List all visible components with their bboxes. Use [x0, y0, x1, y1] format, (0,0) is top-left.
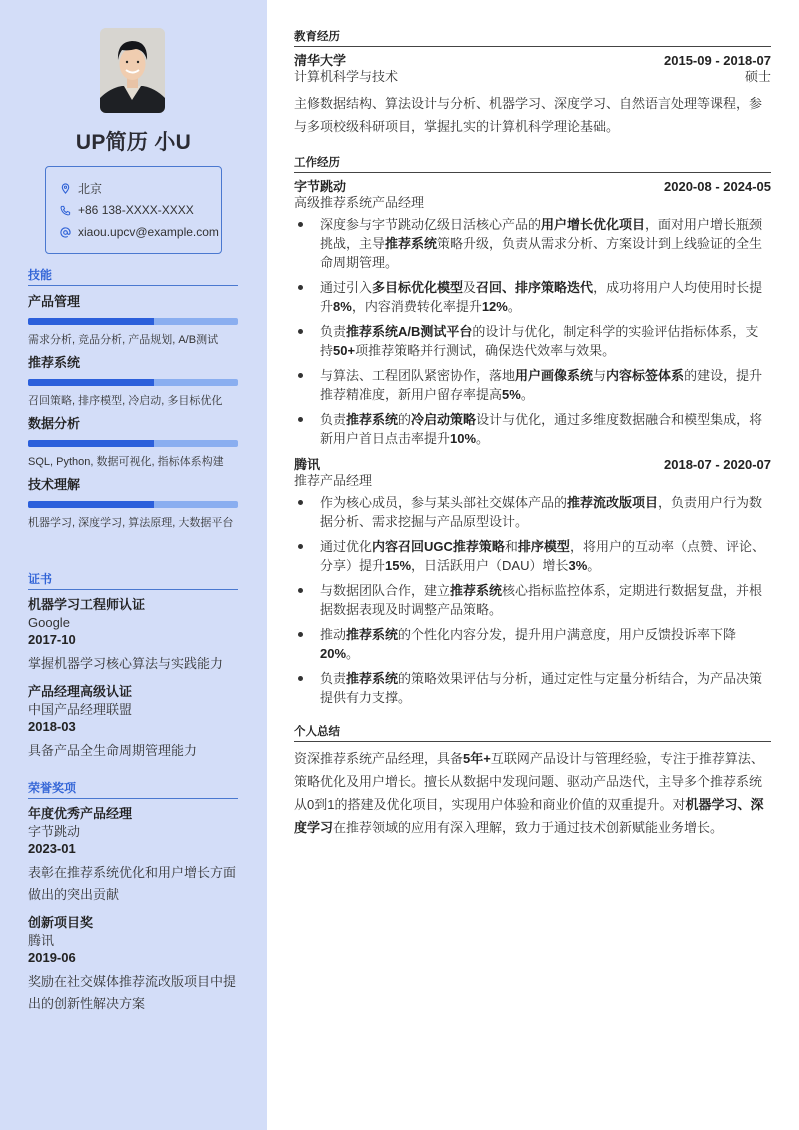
education-section — [294, 28, 771, 138]
bullet-item: 负责推荐系统A/B测试平台的设计与优化，制定科学的实验评估指标体系，支持50+项推荐策略并行测试，确保迭代效率与效果。 — [294, 322, 771, 360]
contact-box — [45, 166, 222, 254]
job-header-row — [294, 178, 771, 195]
contact-email-text[interactable]: xiaou.upcv@example.com — [78, 225, 219, 239]
skill-desc: SQL, Python, 数据可视化, 指标体系构建 — [28, 456, 224, 468]
job-header-row — [294, 456, 771, 473]
bullet-item: 深度参与字节跳动亿级日活核心产品的用户增长优化项目，面对用户增长瓶颈挑战，主导推荐系统策略升级，负责从需求分析、方案设计到上线验证的全生命周期管理。 — [294, 215, 771, 272]
certificate-date: 2017-10 — [28, 632, 76, 647]
work-heading: 工作经历 — [294, 154, 771, 173]
award-desc: 表彰在推荐系统优化和用户增长方面做出的突出贡献 — [28, 865, 237, 902]
award-date: 2023-01 — [28, 841, 76, 856]
certificate-date: 2018-03 — [28, 719, 76, 734]
certificate-org: Google — [28, 615, 70, 630]
skill-level-bar — [28, 440, 238, 447]
work-section — [294, 154, 771, 707]
certificates-heading: 证书 — [28, 570, 238, 590]
sidebar — [0, 0, 267, 1130]
award-title: 年度优秀产品经理 — [28, 806, 133, 821]
award-item — [28, 914, 238, 1015]
award-item — [28, 805, 238, 906]
education-sub-row — [294, 69, 771, 85]
bullet-item: 负责推荐系统的冷启动策略设计与优化，通过多维度数据融合和模型集成，将新用户首日点击率提升10%。 — [294, 410, 771, 448]
company-name: 字节跳动 — [294, 179, 347, 194]
award-desc: 奖励在社交媒体推荐流改版项目中提出的创新性解决方案 — [28, 974, 237, 1011]
skill-name: 技术理解 — [28, 477, 81, 492]
award-org: 腾讯 — [28, 933, 55, 948]
bullet-item: 负责推荐系统的策略效果评估与分析，通过定性与定量分析结合，为产品决策提供有力支撑。 — [294, 669, 771, 707]
job-date: 2018-07 - 2020-07 — [664, 457, 771, 472]
skill-level-bar — [28, 501, 238, 508]
education-date: 2015-09 - 2018-07 — [664, 53, 771, 68]
summary-text: 资深推荐系统产品经理，具备5年+互联网产品设计与管理经验，专注于推荐算法、策略优化及用户增长。擅长从数据中发现问题、驱动产品迭代，主导多个推荐系统从0到1的搭建及优化项目，实现用户体验和商业价值的双重提升。对机器学习、深度学习在推荐领域的应用有深入理解，致力于通过技术创新赋能业务增长。 — [294, 751, 764, 835]
job-entry — [294, 456, 771, 707]
job-bullets — [294, 493, 771, 707]
skills-heading: 技能 — [28, 266, 238, 286]
bullet-item: 与算法、工程团队紧密协作，落地用户画像系统与内容标签体系的建设，提升推荐精准度，新用户留存率提高5%。 — [294, 366, 771, 404]
skill-desc: 召回策略, 排序模型, 冷启动, 多目标优化 — [28, 395, 223, 407]
skill-level-fill — [28, 318, 154, 325]
skill-level-fill — [28, 440, 154, 447]
skill-level-fill — [28, 379, 154, 386]
avatar-image-icon — [100, 28, 165, 113]
contact-location — [58, 177, 221, 199]
contact-email — [58, 221, 221, 243]
job-bullets — [294, 215, 771, 448]
job-role: 高级推荐系统产品经理 — [294, 195, 425, 210]
bullet-item: 推动推荐系统的个性化内容分发，提升用户满意度，用户反馈投诉率下降20%。 — [294, 625, 771, 663]
candidate-name: UP简历 小U — [75, 131, 192, 154]
education-desc: 主修数据结构、算法设计与分析、机器学习、深度学习、自然语言处理等课程，参与多项校级科研项目，掌握扎实的计算机科学理论基础。 — [294, 96, 763, 134]
skill-name: 产品管理 — [28, 294, 81, 309]
major: 计算机科学与技术 — [294, 69, 399, 84]
job-role: 推荐产品经理 — [294, 473, 373, 488]
awards-heading: 荣誉奖项 — [28, 779, 238, 799]
certificate-desc: 掌握机器学习核心算法与实践能力 — [28, 656, 224, 671]
certificate-org: 中国产品经理联盟 — [28, 702, 133, 717]
certificate-item — [28, 683, 238, 762]
contact-location-text: 北京 — [78, 181, 103, 196]
education-heading: 教育经历 — [294, 28, 771, 47]
phone-icon — [58, 203, 72, 217]
skill-level-fill — [28, 501, 154, 508]
skill-name: 推荐系统 — [28, 355, 81, 370]
award-org: 字节跳动 — [28, 824, 81, 839]
main-content — [294, 28, 771, 839]
contact-phone — [58, 199, 221, 221]
contact-phone-text: +86 138-XXXX-XXXX — [78, 203, 194, 217]
skill-item — [28, 475, 238, 532]
award-title: 创新项目奖 — [28, 915, 94, 930]
bullet-item: 与数据团队合作，建立推荐系统核心指标监控体系，定期进行数据复盘，并根据数据表现及时调整产品策略。 — [294, 581, 771, 619]
location-pin-icon — [58, 181, 72, 195]
certificate-title: 产品经理高级认证 — [28, 684, 133, 699]
bullet-item: 通过引入多目标优化模型及召回、排序策略迭代，成功将用户人均使用时长提升8%，内容消费转化率提升12%。 — [294, 278, 771, 316]
skill-item — [28, 414, 238, 471]
skill-name: 数据分析 — [28, 416, 81, 431]
education-header-row — [294, 52, 771, 69]
certificate-item — [28, 596, 238, 675]
summary-section — [294, 723, 771, 839]
email-at-icon — [58, 225, 72, 239]
skill-desc: 需求分析, 竞品分析, 产品规划, A/B测试 — [28, 334, 219, 346]
certificate-title: 机器学习工程师认证 — [28, 597, 146, 612]
skill-item — [28, 292, 238, 349]
company-name: 腾讯 — [294, 457, 321, 472]
award-date: 2019-06 — [28, 950, 76, 965]
summary-heading: 个人总结 — [294, 723, 771, 742]
job-date: 2020-08 - 2024-05 — [664, 179, 771, 194]
skill-level-bar — [28, 318, 238, 325]
degree: 硕士 — [744, 69, 771, 84]
job-entry — [294, 178, 771, 448]
skill-item — [28, 353, 238, 410]
profile-photo — [100, 28, 165, 113]
certificate-desc: 具备产品全生命周期管理能力 — [28, 743, 198, 758]
school-name: 清华大学 — [294, 53, 347, 68]
bullet-item: 作为核心成员，参与某头部社交媒体产品的推荐流改版项目，负责用户行为数据分析、需求挖掘与产品原型设计。 — [294, 493, 771, 531]
skill-level-bar — [28, 379, 238, 386]
skill-desc: 机器学习, 深度学习, 算法原理, 大数据平台 — [28, 517, 234, 529]
skills-section — [28, 266, 238, 536]
certificates-section — [28, 570, 238, 770]
bullet-item: 通过优化内容召回UGC推荐策略和排序模型，将用户的互动率（点赞、评论、分享）提升15%，日活跃用户（DAU）增长3%。 — [294, 537, 771, 575]
awards-section — [28, 779, 238, 1023]
